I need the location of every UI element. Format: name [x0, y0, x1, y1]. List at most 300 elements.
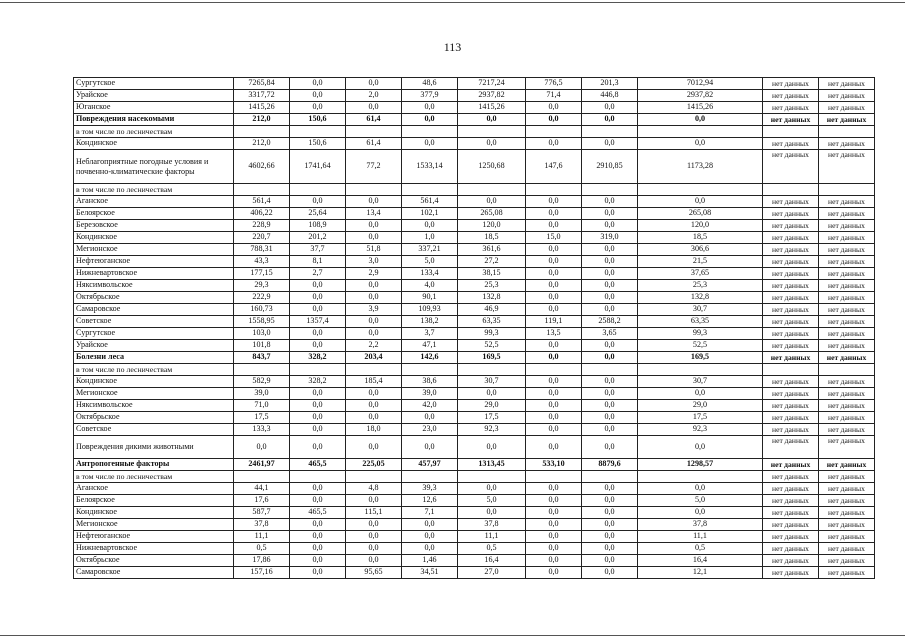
value-cell: 30,7 [458, 376, 526, 388]
value-cell: 0,0 [526, 208, 582, 220]
value-cell: 38,15 [458, 268, 526, 280]
no-data-cell: нет данных [763, 280, 819, 292]
value-cell: 533,10 [526, 459, 582, 471]
value-cell: 1415,26 [234, 102, 290, 114]
table-row [74, 519, 875, 531]
value-cell: 0,0 [582, 531, 638, 543]
value-cell: 1415,26 [638, 102, 763, 114]
value-cell: 0,5 [458, 543, 526, 555]
value-cell: 0,0 [582, 196, 638, 208]
row-label-cell: Мегионское [74, 244, 234, 256]
no-data-cell: нет данных [763, 90, 819, 102]
value-cell: 0,0 [526, 304, 582, 316]
value-cell: 7217,24 [458, 78, 526, 90]
value-cell: 1298,57 [638, 459, 763, 471]
value-cell: 63,35 [638, 316, 763, 328]
no-data-cell [763, 184, 819, 196]
value-cell: 0,0 [582, 436, 638, 459]
value-cell: 406,22 [234, 208, 290, 220]
value-cell: 23,0 [402, 424, 458, 436]
value-cell: 0,0 [582, 412, 638, 424]
no-data-cell: нет данных [819, 280, 875, 292]
no-data-cell: нет данных [763, 352, 819, 364]
value-cell: 328,2 [290, 352, 346, 364]
value-cell: 0,0 [526, 196, 582, 208]
value-cell: 77,2 [346, 150, 402, 184]
value-cell: 0,0 [346, 531, 402, 543]
value-cell: 0,0 [290, 388, 346, 400]
value-cell: 102,1 [402, 208, 458, 220]
value-cell: 0,0 [458, 388, 526, 400]
no-data-cell: нет данных [819, 483, 875, 495]
value-cell: 177,15 [234, 268, 290, 280]
value-cell: 109,93 [402, 304, 458, 316]
value-cell: 169,5 [638, 352, 763, 364]
value-cell [638, 471, 763, 483]
value-cell: 0,0 [526, 436, 582, 459]
value-cell: 228,9 [234, 220, 290, 232]
row-label-cell: в том числе по лесничествам [74, 471, 234, 483]
value-cell: 0,0 [346, 328, 402, 340]
value-cell: 0,0 [582, 268, 638, 280]
no-data-cell: нет данных [763, 436, 819, 459]
table-row [74, 196, 875, 208]
value-cell: 1558,95 [234, 316, 290, 328]
value-cell: 37,7 [290, 244, 346, 256]
value-cell: 0,0 [402, 519, 458, 531]
row-label-cell: Советское [74, 316, 234, 328]
value-cell [290, 126, 346, 138]
row-label-cell: Аганское [74, 483, 234, 495]
value-cell: 0,0 [290, 196, 346, 208]
value-cell: 0,0 [458, 507, 526, 519]
value-cell: 0,0 [346, 78, 402, 90]
value-cell: 61,4 [346, 114, 402, 126]
value-cell: 0,0 [582, 280, 638, 292]
value-cell: 138,2 [402, 316, 458, 328]
row-label-cell: Няксимвольское [74, 400, 234, 412]
value-cell: 160,73 [234, 304, 290, 316]
no-data-cell [763, 364, 819, 376]
no-data-cell: нет данных [763, 400, 819, 412]
row-label-cell: Юганское [74, 102, 234, 114]
value-cell: 0,0 [346, 400, 402, 412]
no-data-cell: нет данных [819, 555, 875, 567]
value-cell: 5,0 [402, 256, 458, 268]
value-cell: 0,0 [346, 280, 402, 292]
value-cell: 12,6 [402, 495, 458, 507]
value-cell: 3,65 [582, 328, 638, 340]
no-data-cell: нет данных [763, 555, 819, 567]
value-cell [402, 471, 458, 483]
no-data-cell: нет данных [763, 340, 819, 352]
value-cell: 0,0 [526, 352, 582, 364]
value-cell [638, 126, 763, 138]
value-cell: 0,0 [290, 90, 346, 102]
page-number: 113 [443, 40, 462, 54]
value-cell: 11,1 [234, 531, 290, 543]
row-label-cell: Самаровское [74, 304, 234, 316]
value-cell: 1313,45 [458, 459, 526, 471]
value-cell: 465,5 [290, 507, 346, 519]
value-cell: 0,0 [638, 507, 763, 519]
value-cell: 0,0 [402, 543, 458, 555]
scan-edge-line [0, 635, 905, 636]
row-label-cell: Аганское [74, 196, 234, 208]
value-cell: 37,8 [458, 519, 526, 531]
value-cell: 0,0 [346, 196, 402, 208]
no-data-cell: нет данных [819, 268, 875, 280]
row-label-cell: Советское [74, 424, 234, 436]
value-cell: 0,0 [402, 114, 458, 126]
value-cell [346, 471, 402, 483]
table-row [74, 495, 875, 507]
value-cell: 225,05 [346, 459, 402, 471]
no-data-cell: нет данных [819, 352, 875, 364]
value-cell [458, 184, 526, 196]
value-cell: 147,6 [526, 150, 582, 184]
value-cell: 115,1 [346, 507, 402, 519]
value-cell: 120,0 [458, 220, 526, 232]
value-cell [526, 184, 582, 196]
value-cell: 0,0 [290, 543, 346, 555]
value-cell: 0,0 [526, 483, 582, 495]
value-cell: 0,0 [582, 424, 638, 436]
value-cell: 0,0 [526, 388, 582, 400]
value-cell: 0,0 [458, 114, 526, 126]
value-cell: 44,1 [234, 483, 290, 495]
no-data-cell: нет данных [763, 138, 819, 150]
row-label-cell: Березовское [74, 220, 234, 232]
no-data-cell: нет данных [763, 471, 819, 483]
value-cell: 38,6 [402, 376, 458, 388]
no-data-cell: нет данных [819, 196, 875, 208]
no-data-cell: нет данных [763, 567, 819, 579]
row-label-cell: Нефтеюганское [74, 531, 234, 543]
value-cell: 119,1 [526, 316, 582, 328]
value-cell [234, 126, 290, 138]
value-cell: 3,9 [346, 304, 402, 316]
row-label-cell: Кондинское [74, 138, 234, 150]
value-cell: 150,6 [290, 114, 346, 126]
value-cell: 0,0 [526, 138, 582, 150]
value-cell: 0,0 [346, 543, 402, 555]
value-cell: 843,7 [234, 352, 290, 364]
value-cell: 220,7 [234, 232, 290, 244]
value-cell: 0,0 [290, 280, 346, 292]
no-data-cell: нет данных [819, 292, 875, 304]
value-cell: 92,3 [458, 424, 526, 436]
row-label-cell: Мегионское [74, 519, 234, 531]
value-cell: 0,0 [582, 304, 638, 316]
table-row [74, 256, 875, 268]
value-cell: 2461,97 [234, 459, 290, 471]
table-row [74, 232, 875, 244]
value-cell: 0,0 [346, 495, 402, 507]
value-cell: 0,0 [526, 519, 582, 531]
no-data-cell: нет данных [763, 150, 819, 184]
table-row [74, 102, 875, 114]
no-data-cell: нет данных [763, 495, 819, 507]
value-cell [526, 126, 582, 138]
value-cell: 446,8 [582, 90, 638, 102]
table-row [74, 352, 875, 364]
value-cell: 8,1 [290, 256, 346, 268]
value-cell: 0,0 [346, 292, 402, 304]
no-data-cell: нет данных [763, 459, 819, 471]
value-cell [458, 126, 526, 138]
no-data-cell: нет данных [763, 244, 819, 256]
row-label-cell: Кондинское [74, 507, 234, 519]
no-data-cell: нет данных [819, 138, 875, 150]
value-cell: 0,0 [582, 102, 638, 114]
no-data-cell: нет данных [763, 114, 819, 126]
no-data-cell: нет данных [819, 531, 875, 543]
value-cell: 0,0 [638, 483, 763, 495]
table-row [74, 244, 875, 256]
value-cell [346, 126, 402, 138]
table-row [74, 292, 875, 304]
value-cell: 2,9 [346, 268, 402, 280]
row-label-cell: Белоярское [74, 208, 234, 220]
value-cell: 0,0 [526, 102, 582, 114]
row-label-cell: Няксимвольское [74, 280, 234, 292]
table-row [74, 376, 875, 388]
value-cell: 2,0 [346, 90, 402, 102]
no-data-cell: нет данных [819, 114, 875, 126]
no-data-cell: нет данных [819, 388, 875, 400]
no-data-cell: нет данных [819, 424, 875, 436]
value-cell: 203,4 [346, 352, 402, 364]
value-cell: 17,86 [234, 555, 290, 567]
table-row [74, 280, 875, 292]
value-cell: 1741,64 [290, 150, 346, 184]
value-cell: 0,5 [234, 543, 290, 555]
value-cell: 2910,85 [582, 150, 638, 184]
value-cell: 212,0 [234, 138, 290, 150]
no-data-cell: нет данных [819, 567, 875, 579]
value-cell: 17,5 [638, 412, 763, 424]
no-data-cell: нет данных [763, 519, 819, 531]
value-cell: 0,0 [526, 220, 582, 232]
value-cell: 0,0 [402, 436, 458, 459]
row-label-cell: в том числе по лесничествам [74, 126, 234, 138]
value-cell: 2,2 [346, 340, 402, 352]
row-label-cell: Октябрьское [74, 555, 234, 567]
value-cell: 1,0 [402, 232, 458, 244]
value-cell: 0,0 [458, 436, 526, 459]
no-data-cell: нет данных [763, 232, 819, 244]
table-row [74, 459, 875, 471]
table-row [74, 364, 875, 376]
value-cell [402, 126, 458, 138]
value-cell: 157,16 [234, 567, 290, 579]
no-data-cell: нет данных [763, 376, 819, 388]
value-cell: 0,0 [290, 328, 346, 340]
no-data-cell: нет данных [763, 78, 819, 90]
value-cell: 0,0 [234, 436, 290, 459]
value-cell: 0,0 [582, 208, 638, 220]
table-row [74, 483, 875, 495]
value-cell: 0,0 [290, 436, 346, 459]
value-cell: 0,0 [638, 138, 763, 150]
value-cell: 1357,4 [290, 316, 346, 328]
row-label-cell: Белоярское [74, 495, 234, 507]
row-label-cell: Повреждения дикими животными [74, 436, 234, 459]
value-cell: 0,0 [582, 220, 638, 232]
value-cell: 0,0 [526, 495, 582, 507]
value-cell [234, 471, 290, 483]
table-row [74, 531, 875, 543]
value-cell: 265,08 [458, 208, 526, 220]
value-cell: 0,0 [582, 340, 638, 352]
table-row [74, 388, 875, 400]
value-cell: 1415,26 [458, 102, 526, 114]
value-cell [346, 184, 402, 196]
no-data-cell: нет данных [763, 483, 819, 495]
row-label-cell: в том числе по лесничествам [74, 364, 234, 376]
row-label-cell: Антропогенные факторы [74, 459, 234, 471]
row-label-cell: Октябрьское [74, 292, 234, 304]
value-cell: 1250,68 [458, 150, 526, 184]
value-cell: 337,21 [402, 244, 458, 256]
value-cell: 52,5 [458, 340, 526, 352]
value-cell: 108,9 [290, 220, 346, 232]
value-cell [638, 184, 763, 196]
value-cell: 0,0 [526, 256, 582, 268]
value-cell: 0,0 [582, 388, 638, 400]
no-data-cell: нет данных [819, 412, 875, 424]
value-cell [234, 184, 290, 196]
value-cell: 63,35 [458, 316, 526, 328]
value-cell: 103,0 [234, 328, 290, 340]
value-cell: 27,0 [458, 567, 526, 579]
value-cell: 0,0 [526, 376, 582, 388]
value-cell: 1173,28 [638, 150, 763, 184]
value-cell: 0,0 [526, 507, 582, 519]
no-data-cell: нет данных [763, 208, 819, 220]
value-cell: 0,0 [582, 292, 638, 304]
value-cell: 582,9 [234, 376, 290, 388]
value-cell: 0,0 [582, 352, 638, 364]
table-row [74, 78, 875, 90]
value-cell: 0,0 [526, 424, 582, 436]
value-cell: 17,5 [458, 412, 526, 424]
no-data-cell: нет данных [763, 507, 819, 519]
table-row [74, 567, 875, 579]
value-cell: 25,64 [290, 208, 346, 220]
no-data-cell: нет данных [763, 220, 819, 232]
value-cell [526, 364, 582, 376]
value-cell [526, 471, 582, 483]
value-cell [638, 364, 763, 376]
value-cell: 377,9 [402, 90, 458, 102]
value-cell: 30,7 [638, 304, 763, 316]
value-cell: 328,2 [290, 376, 346, 388]
value-cell: 18,5 [638, 232, 763, 244]
row-label-cell: Самаровское [74, 567, 234, 579]
value-cell: 0,0 [346, 232, 402, 244]
value-cell: 1533,14 [402, 150, 458, 184]
value-cell [582, 126, 638, 138]
scan-edge-line [0, 2, 905, 3]
value-cell: 16,4 [638, 555, 763, 567]
value-cell: 92,3 [638, 424, 763, 436]
row-label-cell: Кондинское [74, 232, 234, 244]
value-cell: 27,2 [458, 256, 526, 268]
value-cell: 13,4 [346, 208, 402, 220]
value-cell: 265,08 [638, 208, 763, 220]
value-cell: 0,0 [582, 567, 638, 579]
value-cell: 48,6 [402, 78, 458, 90]
table-row [74, 328, 875, 340]
value-cell: 71,4 [526, 90, 582, 102]
value-cell: 133,4 [402, 268, 458, 280]
value-cell: 25,3 [638, 280, 763, 292]
value-cell: 5,0 [458, 495, 526, 507]
value-cell: 0,0 [290, 424, 346, 436]
value-cell: 561,4 [234, 196, 290, 208]
value-cell: 0,0 [526, 244, 582, 256]
table-row [74, 471, 875, 483]
value-cell: 8879,6 [582, 459, 638, 471]
no-data-cell: нет данных [819, 150, 875, 184]
value-cell: 37,65 [638, 268, 763, 280]
value-cell: 0,0 [290, 292, 346, 304]
value-cell: 0,0 [582, 483, 638, 495]
no-data-cell: нет данных [819, 316, 875, 328]
table-row [74, 340, 875, 352]
no-data-cell: нет данных [819, 208, 875, 220]
no-data-cell: нет данных [819, 376, 875, 388]
value-cell: 0,0 [458, 483, 526, 495]
row-label-cell: Болезни леса [74, 352, 234, 364]
value-cell: 39,0 [402, 388, 458, 400]
value-cell: 34,51 [402, 567, 458, 579]
value-cell: 1,46 [402, 555, 458, 567]
table-row [74, 220, 875, 232]
value-cell: 361,6 [458, 244, 526, 256]
value-cell: 61,4 [346, 138, 402, 150]
value-cell: 0,0 [346, 519, 402, 531]
row-label-cell: Урайское [74, 340, 234, 352]
row-label-cell: Октябрьское [74, 412, 234, 424]
value-cell: 39,0 [234, 388, 290, 400]
no-data-cell: нет данных [763, 292, 819, 304]
table-row [74, 400, 875, 412]
value-cell: 0,0 [290, 483, 346, 495]
table-row [74, 90, 875, 102]
no-data-cell: нет данных [819, 436, 875, 459]
value-cell: 212,0 [234, 114, 290, 126]
value-cell: 46,9 [458, 304, 526, 316]
value-cell: 0,0 [402, 531, 458, 543]
value-cell: 0,0 [290, 412, 346, 424]
no-data-cell: нет данных [763, 424, 819, 436]
no-data-cell [763, 126, 819, 138]
no-data-cell: нет данных [819, 102, 875, 114]
table-row [74, 126, 875, 138]
value-cell: 0,0 [290, 555, 346, 567]
no-data-cell: нет данных [819, 256, 875, 268]
value-cell: 0,0 [638, 388, 763, 400]
value-cell: 95,65 [346, 567, 402, 579]
value-cell: 0,0 [582, 400, 638, 412]
value-cell: 43,3 [234, 256, 290, 268]
no-data-cell [819, 126, 875, 138]
value-cell [458, 471, 526, 483]
no-data-cell: нет данных [819, 340, 875, 352]
